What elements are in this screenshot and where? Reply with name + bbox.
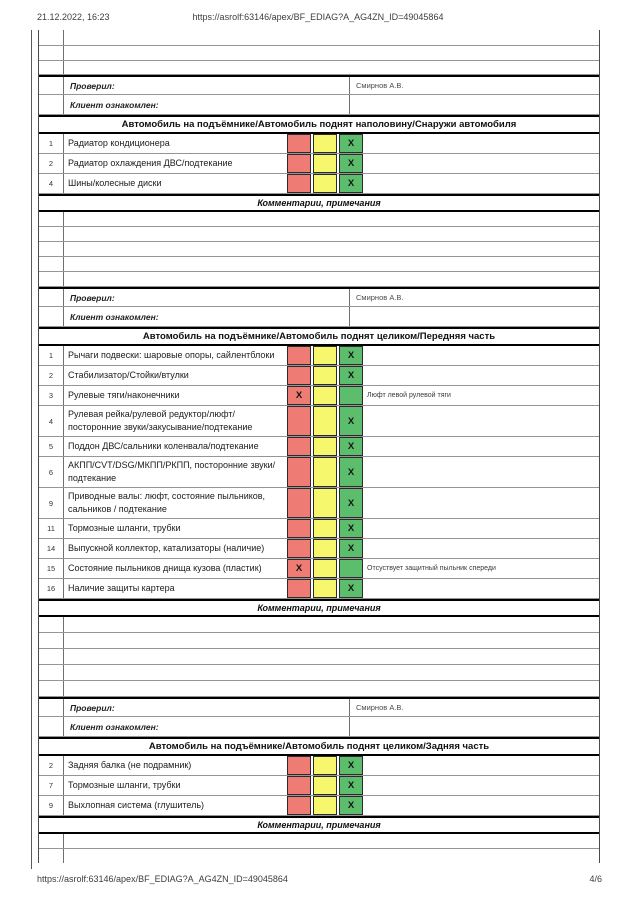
item-text-label: Тормозные шланги, трубки — [68, 780, 181, 790]
report-table — [38, 30, 600, 863]
item-text-label: Стабилизатор/Стойки/втулки — [68, 370, 189, 380]
item-number: 3 — [39, 386, 64, 405]
row-number-cell — [39, 699, 64, 716]
row-number-cell — [39, 649, 64, 664]
status-cell-green: X — [339, 346, 363, 365]
status-cell-green: X — [339, 776, 363, 795]
status-cell-red — [287, 457, 311, 487]
comments-title: Комментарии, примечания — [257, 198, 381, 208]
section-header — [39, 115, 599, 134]
checklist-row — [39, 154, 599, 174]
status-cell-yellow — [313, 406, 337, 436]
item-text-label: АКПП/CVT/DSG/МКПП/РКПП, посторонние звуки/подтекание — [68, 460, 276, 483]
item-number: 2 — [39, 366, 64, 385]
item-comment — [363, 579, 599, 598]
status-cell-green: X — [339, 519, 363, 538]
item-number: 16 — [39, 579, 64, 598]
item-text — [64, 437, 287, 456]
comments-header — [39, 194, 599, 212]
comment-row — [39, 227, 599, 242]
checklist-row — [39, 796, 599, 816]
item-comment — [363, 796, 599, 815]
checklist-row — [39, 579, 599, 599]
item-text — [64, 406, 287, 436]
checklist-row — [39, 756, 599, 776]
comment-row — [39, 849, 599, 863]
status-cells — [287, 437, 363, 456]
checklist-row — [39, 437, 599, 457]
print-header-url: https://asrolf:63146/apex/BF_EDIAG?A_AG4ZN_ID=49045864 — [192, 12, 444, 22]
item-comment: Отсуствует защитный пыльник спереди — [367, 565, 496, 572]
comment-row — [39, 617, 599, 633]
item-text-label: Рычаги подвески: шаровые опоры, сайлентблоки — [68, 350, 275, 360]
status-cell-red — [287, 366, 311, 385]
item-comment — [363, 756, 599, 775]
section-title: Автомобиль на подъёмнике/Автомобиль поднят наполовину/Снаружи автомобиля — [121, 119, 517, 130]
checklist-row — [39, 406, 599, 437]
status-cell-red — [287, 346, 311, 365]
item-text — [64, 519, 287, 538]
status-cell-yellow — [313, 756, 337, 775]
item-number: 4 — [39, 174, 64, 193]
row-number-cell — [39, 212, 64, 226]
status-cell-yellow — [313, 437, 337, 456]
checklist-row — [39, 488, 599, 519]
empty-cell — [64, 272, 599, 286]
section-title: Автомобиль на подъёмнике/Автомобиль поднят целиком/Задняя часть — [148, 741, 490, 752]
item-comment — [363, 539, 599, 558]
status-cell-green: X — [339, 134, 363, 153]
inspector-name: Смирнов А.В. — [349, 699, 599, 716]
status-cell-yellow — [313, 539, 337, 558]
client-informed-value — [349, 717, 599, 736]
item-comment — [363, 154, 599, 173]
status-cells — [287, 174, 363, 193]
status-cell-green — [339, 386, 363, 405]
status-cell-yellow — [313, 154, 337, 173]
client-informed-value — [349, 95, 599, 114]
status-cells — [287, 796, 363, 815]
item-comment — [363, 437, 599, 456]
status-cell-red — [287, 519, 311, 538]
status-cell-red — [287, 406, 311, 436]
row-number-cell — [39, 617, 64, 632]
row-number-cell — [39, 717, 64, 736]
item-number: 9 — [39, 796, 64, 815]
signoff-row-client-informed — [39, 307, 599, 327]
item-text-label: Состояние пыльников днища кузова (пластик) — [68, 563, 262, 573]
status-cells — [287, 579, 363, 598]
item-text-label: Приводные валы: люфт, состояние пыльников, сальников / подтекание — [68, 491, 266, 514]
row-number-cell — [39, 95, 64, 114]
status-cell-red — [287, 776, 311, 795]
row-number-cell — [39, 849, 64, 863]
comments-header — [39, 816, 599, 834]
item-text — [64, 756, 287, 775]
status-cell-yellow — [313, 519, 337, 538]
checklist-row — [39, 366, 599, 386]
comment-row — [39, 834, 599, 849]
empty-cell — [64, 61, 599, 74]
row-number-cell — [39, 77, 64, 94]
spacer-row — [39, 30, 599, 46]
status-cell-green — [339, 559, 363, 578]
status-cells — [287, 539, 363, 558]
status-cells — [287, 488, 363, 518]
empty-cell — [64, 633, 599, 648]
empty-cell — [64, 212, 599, 226]
row-number-cell — [39, 272, 64, 286]
item-comment — [363, 488, 599, 518]
item-text — [64, 457, 287, 487]
status-cell-green: X — [339, 437, 363, 456]
comments-header — [39, 599, 599, 617]
status-cell-red — [287, 756, 311, 775]
status-cell-green: X — [339, 579, 363, 598]
checklist-row — [39, 134, 599, 154]
empty-cell — [64, 681, 599, 696]
status-cell-yellow — [313, 796, 337, 815]
status-cell-green: X — [339, 457, 363, 487]
item-comment — [363, 366, 599, 385]
spacer-row — [39, 61, 599, 75]
status-cell-green: X — [339, 174, 363, 193]
item-number: 14 — [39, 539, 64, 558]
item-text-label: Задняя балка (не подрамник) — [68, 760, 192, 770]
row-number-cell — [39, 681, 64, 696]
status-cell-green: X — [339, 366, 363, 385]
row-number-cell — [39, 30, 64, 45]
status-cell-red — [287, 134, 311, 153]
page-number: 4/6 — [589, 874, 602, 884]
checklist-row — [39, 457, 599, 488]
empty-cell — [64, 834, 599, 848]
item-text-label: Шины/колесные диски — [68, 178, 162, 188]
status-cell-green: X — [339, 756, 363, 775]
item-text — [64, 154, 287, 173]
item-number: 4 — [39, 406, 64, 436]
status-cell-red — [287, 796, 311, 815]
client-informed-label: Клиент ознакомлен: — [70, 99, 159, 110]
status-cells — [287, 154, 363, 173]
status-cell-red — [287, 488, 311, 518]
empty-cell — [64, 30, 599, 45]
checked-by-label: Проверил: — [70, 292, 115, 303]
item-text — [64, 346, 287, 365]
status-cells — [287, 457, 363, 487]
comment-row — [39, 633, 599, 649]
checklist-row — [39, 346, 599, 366]
item-text-label: Рулевая рейка/рулевой редуктор/люфт/посторонние звуки/закусывание/подтекание — [68, 409, 253, 432]
status-cell-green: X — [339, 154, 363, 173]
status-cells — [287, 776, 363, 795]
item-comment: Люфт левой рулевой тяги — [367, 392, 451, 399]
comment-row — [39, 212, 599, 227]
item-number: 5 — [39, 437, 64, 456]
row-number-cell — [39, 61, 64, 74]
empty-cell — [64, 46, 599, 60]
status-cells — [287, 346, 363, 365]
signoff-row-checked-by — [39, 75, 599, 95]
status-cell-yellow — [313, 366, 337, 385]
row-number-cell — [39, 834, 64, 848]
item-text-label: Тормозные шланги, трубки — [68, 523, 181, 533]
left-page-rule — [31, 30, 32, 869]
checklist-row — [39, 519, 599, 539]
status-cells — [287, 386, 363, 405]
comment-row — [39, 257, 599, 272]
item-number: 6 — [39, 457, 64, 487]
item-text — [64, 134, 287, 153]
item-text-label: Выхлопная система (глушитель) — [68, 800, 205, 810]
status-cell-yellow — [313, 559, 337, 578]
item-number: 1 — [39, 134, 64, 153]
status-cell-yellow — [313, 776, 337, 795]
row-number-cell — [39, 665, 64, 680]
signoff-row-client-informed — [39, 95, 599, 115]
checked-by-label: Проверил: — [70, 80, 115, 91]
print-footer-url: https://asrolf:63146/apex/BF_EDIAG?A_AG4ZN_ID=49045864 — [37, 874, 288, 884]
item-text — [64, 174, 287, 193]
status-cell-yellow — [313, 457, 337, 487]
item-text-label: Выпускной коллектор, катализаторы (наличие) — [68, 543, 265, 553]
item-comment — [363, 776, 599, 795]
item-text-label: Радиатор кондиционера — [68, 138, 170, 148]
section-title: Автомобиль на подъёмнике/Автомобиль поднят целиком/Передняя часть — [142, 331, 496, 342]
item-number: 9 — [39, 488, 64, 518]
empty-cell — [64, 649, 599, 664]
empty-cell — [64, 849, 599, 863]
checklist-row — [39, 386, 599, 406]
checklist-row — [39, 559, 599, 579]
item-text — [64, 796, 287, 815]
item-text — [64, 488, 287, 518]
status-cell-red — [287, 437, 311, 456]
signoff-row-checked-by — [39, 287, 599, 307]
comment-row — [39, 681, 599, 697]
comment-row — [39, 649, 599, 665]
item-text — [64, 539, 287, 558]
spacer-row — [39, 46, 599, 61]
inspector-name: Смирнов А.В. — [349, 77, 599, 94]
client-informed-label: Клиент ознакомлен: — [70, 311, 159, 322]
item-text — [64, 366, 287, 385]
item-number: 1 — [39, 346, 64, 365]
item-comment — [363, 174, 599, 193]
status-cells — [287, 519, 363, 538]
status-cell-green: X — [339, 488, 363, 518]
row-number-cell — [39, 227, 64, 241]
status-cell-yellow — [313, 386, 337, 405]
checklist-row — [39, 776, 599, 796]
signoff-row-checked-by — [39, 697, 599, 717]
client-informed-label: Клиент ознакомлен: — [70, 721, 159, 732]
empty-cell — [64, 617, 599, 632]
item-text-label: Радиатор охлаждения ДВС/подтекание — [68, 158, 233, 168]
item-text-label: Рулевые тяги/наконечники — [68, 390, 180, 400]
item-number: 7 — [39, 776, 64, 795]
item-text — [64, 559, 287, 578]
empty-cell — [64, 227, 599, 241]
item-text — [64, 386, 287, 405]
comment-row — [39, 272, 599, 287]
status-cells — [287, 406, 363, 436]
checklist-row — [39, 539, 599, 559]
row-number-cell — [39, 46, 64, 60]
row-number-cell — [39, 633, 64, 648]
status-cell-yellow — [313, 174, 337, 193]
status-cell-red — [287, 539, 311, 558]
item-comment — [363, 519, 599, 538]
signoff-row-client-informed — [39, 717, 599, 737]
status-cells — [287, 366, 363, 385]
status-cell-yellow — [313, 579, 337, 598]
item-number: 11 — [39, 519, 64, 538]
empty-cell — [64, 242, 599, 256]
print-datetime: 21.12.2022, 16:23 — [37, 12, 110, 22]
empty-cell — [64, 257, 599, 271]
section-header — [39, 327, 599, 346]
empty-cell — [64, 665, 599, 680]
status-cell-yellow — [313, 134, 337, 153]
item-text-label: Поддон ДВС/сальники коленвала/подтекание — [68, 441, 259, 451]
status-cell-red: X — [287, 559, 311, 578]
comments-title: Комментарии, примечания — [257, 603, 381, 613]
item-number: 2 — [39, 154, 64, 173]
status-cells — [287, 756, 363, 775]
item-number: 15 — [39, 559, 64, 578]
status-cells — [287, 134, 363, 153]
status-cell-yellow — [313, 346, 337, 365]
item-number: 2 — [39, 756, 64, 775]
checklist-row — [39, 174, 599, 194]
row-number-cell — [39, 242, 64, 256]
status-cell-red: X — [287, 386, 311, 405]
item-comment — [363, 457, 599, 487]
item-text — [64, 776, 287, 795]
status-cell-green: X — [339, 796, 363, 815]
comment-row — [39, 242, 599, 257]
inspector-name: Смирнов А.В. — [349, 289, 599, 306]
checked-by-label: Проверил: — [70, 702, 115, 713]
status-cell-yellow — [313, 488, 337, 518]
comments-title: Комментарии, примечания — [257, 820, 381, 830]
item-text — [64, 579, 287, 598]
comment-row — [39, 665, 599, 681]
row-number-cell — [39, 257, 64, 271]
status-cells — [287, 559, 363, 578]
status-cell-green: X — [339, 539, 363, 558]
client-informed-value — [349, 307, 599, 326]
item-comment — [363, 406, 599, 436]
status-cell-red — [287, 174, 311, 193]
section-header — [39, 737, 599, 756]
status-cell-red — [287, 579, 311, 598]
status-cell-red — [287, 154, 311, 173]
row-number-cell — [39, 307, 64, 326]
item-comment — [363, 346, 599, 365]
status-cell-green: X — [339, 406, 363, 436]
item-comment — [363, 134, 599, 153]
item-text-label: Наличие защиты картера — [68, 583, 175, 593]
row-number-cell — [39, 289, 64, 306]
